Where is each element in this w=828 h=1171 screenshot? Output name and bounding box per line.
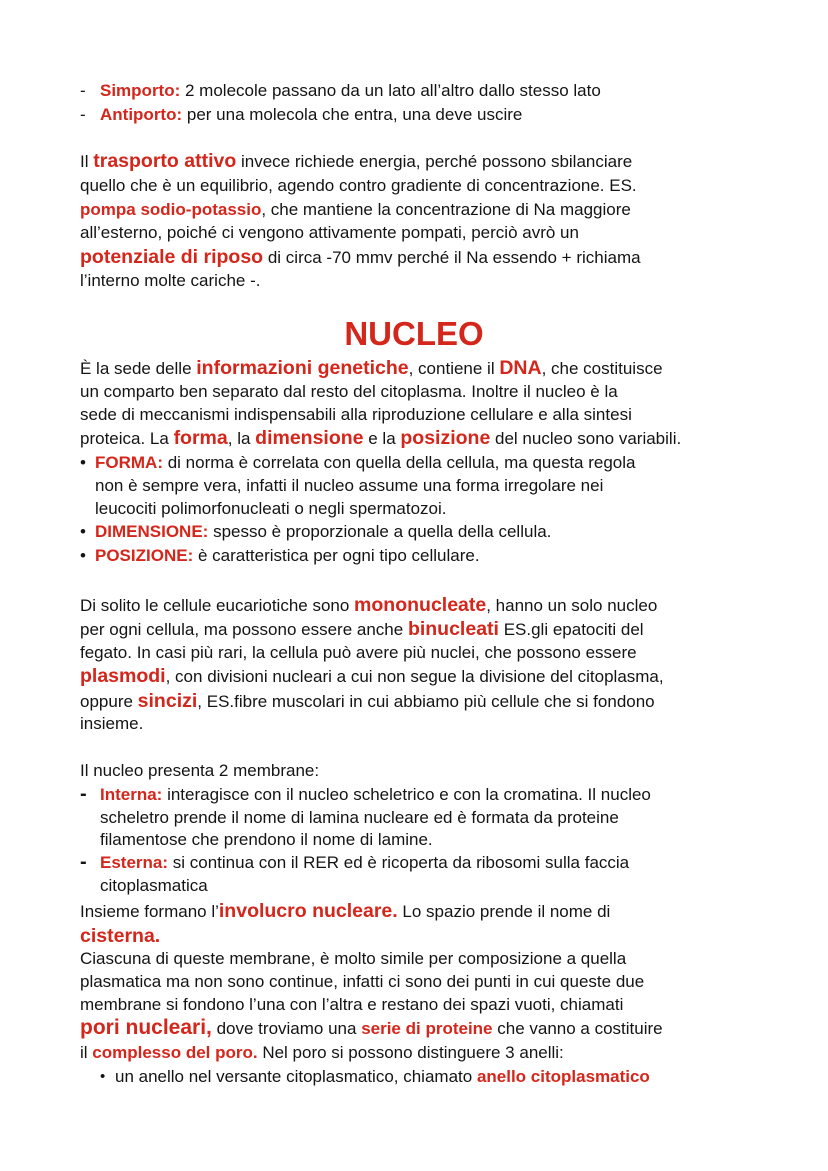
bullet-forma: FORMA: di norma è correlata con quella della cellula, ma questa regola [95,453,636,472]
paragraph-line: oppure sincizi, ES.fibre muscolari in cui abbiamo più cellule che si fondono [80,690,655,712]
list-dash: - [80,851,87,873]
paragraph-line: il complesso del poro. Nel poro si possono distinguere 3 anelli: [80,1043,564,1062]
paragraph-line: insieme. [80,714,144,733]
paragraph-line: È la sede delle informazioni genetiche, contiene il DNA, che costituisce [80,357,663,379]
list-item-esterna-cont: citoplasmatica [100,876,208,895]
paragraph-line: quello che è un equilibrio, agendo contro gradiente di concentrazione. ES. [80,176,637,195]
paragraph-line: un comparto ben separato dal resto del citoplasma. Inoltre il nucleo è la [80,382,618,401]
paragraph-line: Di solito le cellule eucariotiche sono mononucleate, hanno un solo nucleo [80,594,658,616]
bullet-icon: • [100,1068,106,1085]
bullet-forma-cont: non è sempre vera, infatti il nucleo assume una forma irregolare nei [95,476,604,495]
paragraph-line: membrane si fondono l’una con l’altra e restano dei spazi vuoti, chiamati [80,995,624,1014]
paragraph-line: Il trasporto attivo invece richiede energia, perché possono sbilanciare [80,150,633,172]
paragraph-line: pori nucleari, dove troviamo una serie di proteine che vanno a costituire [80,1016,663,1039]
bullet-dimensione: DIMENSIONE: spesso è proporzionale a quella della cellula. [95,522,552,541]
paragraph-line: Ciascuna di queste membrane, è molto simile per composizione a quella [80,949,627,968]
list-item-antiporto: Antiporto: per una molecola che entra, una deve uscire [100,105,523,124]
bullet-posizione: POSIZIONE: è caratteristica per ogni tipo cellulare. [95,546,480,565]
list-item-interna-cont: scheletro prende il nome di lamina nucleare ed è formata da proteine [100,808,619,827]
paragraph-line: Insieme formano l’involucro nucleare. Lo spazio prende il nome di [80,900,611,922]
paragraph-line: proteica. La forma, la dimensione e la posizione del nucleo sono variabili. [80,427,682,449]
bullet-forma-cont: leucociti polimorfonucleati o negli spermatozoi. [95,499,447,518]
paragraph-line: cisterna. [80,925,161,947]
paragraph-line: l’interno molte cariche -. [80,271,261,290]
list-dash: - [80,783,87,805]
paragraph-line: Il nucleo presenta 2 membrane: [80,761,320,780]
bullet-icon: • [80,453,86,472]
bullet-icon: • [80,546,86,565]
paragraph-line: plasmodi, con divisioni nucleari a cui non segue la divisione del citoplasma, [80,665,664,687]
paragraph-line: per ogni cellula, ma possono essere anche binucleati ES.gli epatociti del [80,618,644,640]
paragraph-line: potenziale di riposo di circa -70 mmv perché il Na essendo + richiama [80,246,641,268]
bullet-icon: • [80,522,86,541]
list-item-interna: Interna: interagisce con il nucleo scheletrico e con la cromatina. Il nucleo [100,785,651,804]
paragraph-line: sede di meccanismi indispensabili alla riproduzione cellulare e alla sintesi [80,405,632,424]
list-dash: - [80,105,86,124]
paragraph-line: pompa sodio-potassio, che mantiene la concentrazione di Na maggiore [80,200,631,219]
paragraph-line: fegato. In casi più rari, la cellula può avere più nuclei, che possono essere [80,643,637,662]
paragraph-line: all’esterno, poiché ci vengono attivamente pompati, perciò avrò un [80,223,579,242]
list-item-interna-cont: filamentose che prendono il nome di lamine. [100,830,433,849]
list-item-esterna: Esterna: si continua con il RER ed è ricoperta da ribosomi sulla faccia [100,853,630,872]
sub-bullet-anello: un anello nel versante citoplasmatico, chiamato anello citoplasmatico [115,1067,650,1086]
list-item-simporto: Simporto: 2 molecole passano da un lato all’altro dallo stesso lato [100,81,601,100]
section-heading: NUCLEO [344,315,484,352]
list-dash: - [80,81,86,100]
paragraph-line: plasmatica ma non sono continue, infatti ci sono dei punti in cui queste due [80,972,645,991]
